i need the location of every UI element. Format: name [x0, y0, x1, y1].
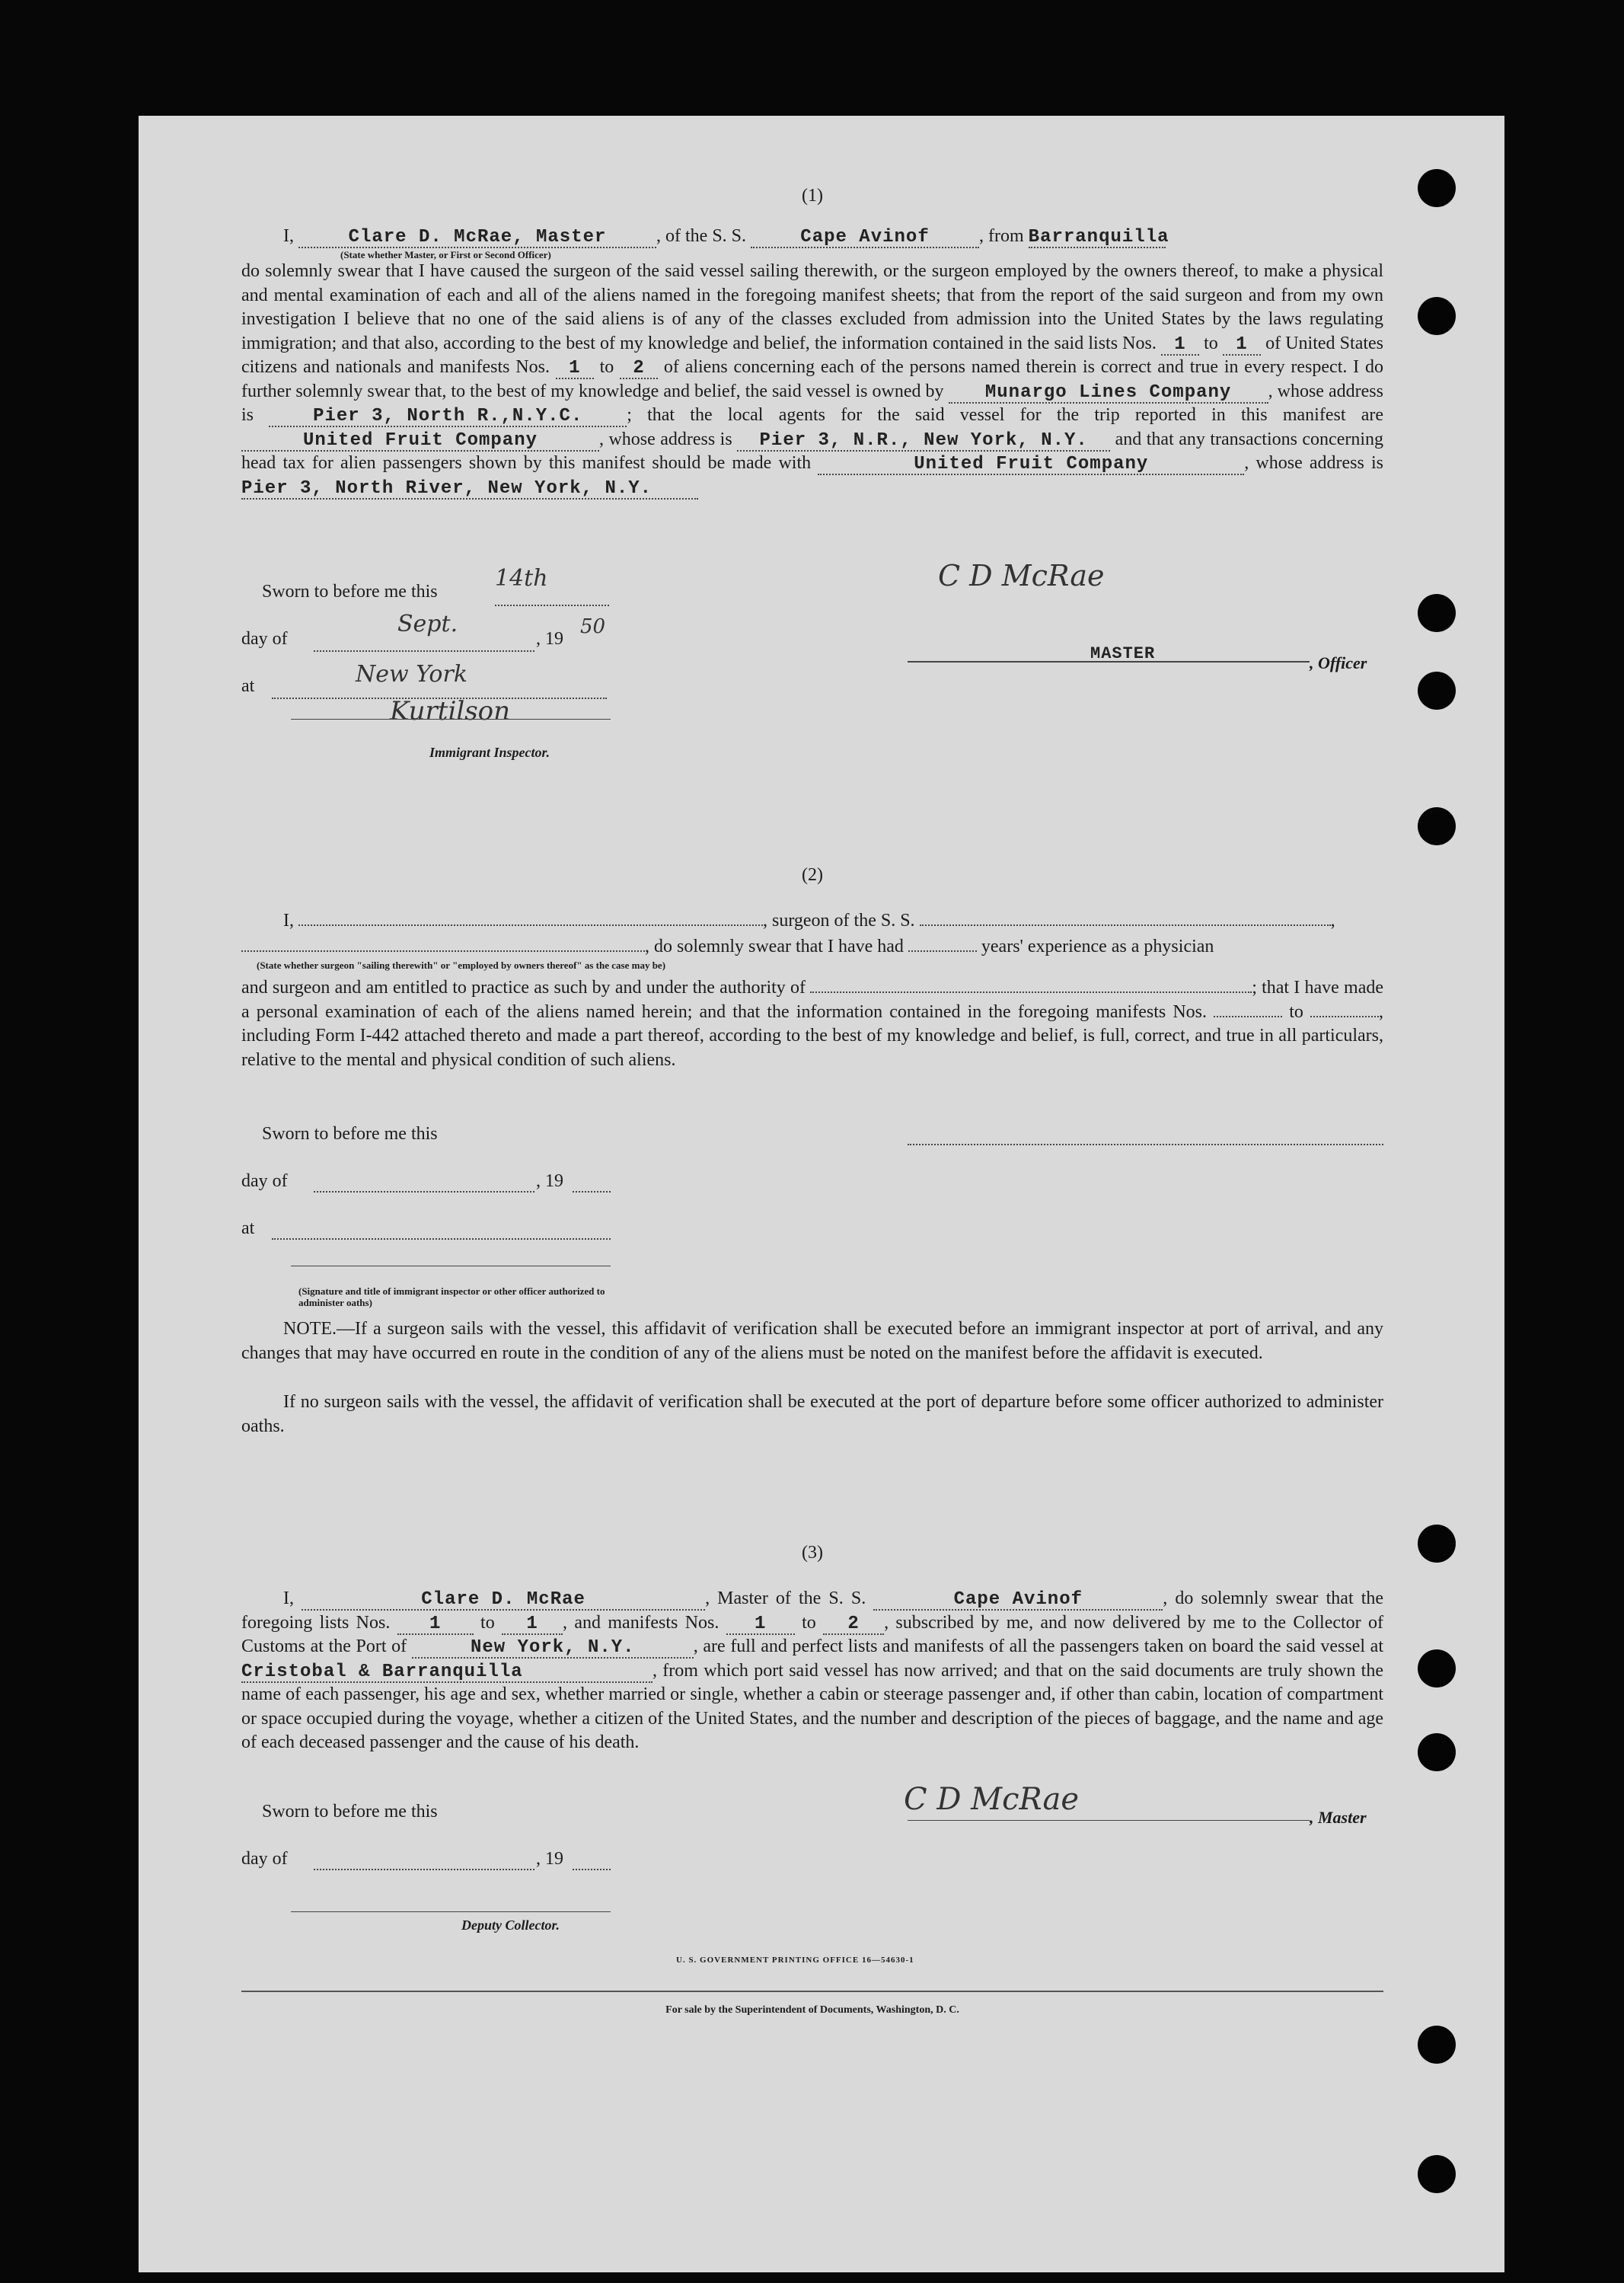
officer-signature: C D McRae: [938, 559, 1105, 592]
document-page: [139, 116, 1504, 2272]
manifests-to-3: 2: [823, 1615, 884, 1635]
collector-line: [291, 1910, 611, 1912]
master-signature: C D McRae: [904, 1782, 1080, 1817]
printer-line: U. S. GOVERNMENT PRINTING OFFICE 16—54630-1: [676, 1956, 914, 1965]
at-place-handwritten: New York: [356, 661, 467, 688]
vessel-owner: Munargo Lines Company: [949, 384, 1268, 404]
years-field: [908, 950, 977, 952]
section-2-line-2: , do solemnly swear that I have had years' experience as a physician: [241, 937, 1383, 959]
binder-hole: [1418, 1733, 1456, 1771]
binder-hole: [1418, 2026, 1456, 2064]
at-line-2: [272, 1221, 611, 1240]
year-label-1: , 19: [536, 629, 563, 649]
section-2-number: (2): [802, 865, 823, 885]
note-paragraph-2: If no surgeon sails with the vessel, the affidavit of verification shall be executed at the port of departure before some officer authorized to administer oaths.: [241, 1392, 1383, 1436]
binder-hole: [1418, 594, 1456, 632]
oath-officer-caption: (Signature and title of immigrant inspector or other officer authorized to administer oaths): [298, 1285, 605, 1308]
inspector-line: [291, 719, 611, 720]
oath-officer-line: [291, 1264, 611, 1266]
sworn-line-2: Sworn to before me this: [262, 1124, 438, 1144]
surgeon-name-field: [298, 924, 763, 926]
headtax-party: United Fruit Company: [818, 455, 1244, 475]
arrival-port: New York, N.Y.: [412, 1639, 694, 1659]
surgeon-caption: (State whether surgeon "sailing therewith" or "employed by owners thereof" as the case may be): [257, 959, 666, 971]
lists-from-3: 1: [397, 1615, 474, 1635]
master-sig-line: [908, 1818, 1310, 1821]
manifest-to-field: [1310, 1016, 1379, 1017]
section-2-line-1: I, , surgeon of the S. S. ,: [283, 911, 1335, 931]
master-caption: , Master: [1310, 1808, 1367, 1827]
section-3: [241, 1587, 1383, 1755]
lists-to: 1: [1223, 336, 1261, 356]
inspector-signature: Kurtilson: [390, 696, 511, 726]
at-label-1: at: [241, 676, 255, 696]
of-ss-label: , of the S. S.: [656, 226, 747, 246]
local-agents: United Fruit Company: [241, 432, 599, 452]
footer-rule: [241, 1991, 1383, 1992]
section-2: [241, 911, 1383, 1072]
section-1-number: (1): [802, 186, 823, 206]
surgeon-signature-line: [908, 1129, 1383, 1145]
headtax-address: Pier 3, North River, New York, N.Y.: [241, 480, 698, 500]
day-of-1: day of: [241, 629, 288, 649]
month-handwritten: Sept.: [397, 611, 458, 637]
ports-taken: Cristobal & Barranquilla: [241, 1663, 652, 1683]
year-handwritten: 50: [580, 615, 606, 638]
day-of-3: day of: [241, 1849, 288, 1869]
day-line-3: [314, 1852, 534, 1870]
from-label: , from: [979, 226, 1024, 246]
section-3-number: (3): [802, 1543, 823, 1563]
section-3-body: I, Clare D. McRae , Master of the S. S. Cape Avinof , do solemnly swear that the foregoing lists Nos. 1 to 1 , and manifests Nos. 1 to 2 , subscribed by me, and now delivered by me to the Collector of Customs at the Port of New York, N.Y. , are full and perfect lists and manifests of all the passengers taken on board the said vessel at Cristobal & Barranquilla , from which port said vessel has now arrived; and that on the said documents are truly shown the name of each passenger, his age and sex, whether married or single, whether a cabin or steerage passenger and, if other than cabin, location of compartment or space occupied during the voyage, whether a citizen of the United States, and the number and description of the pieces of baggage, and the name and age of each deceased passenger and the cause of his death.: [241, 1589, 1384, 1752]
binder-hole: [1418, 2155, 1456, 2193]
binder-hole: [1418, 807, 1456, 845]
year-line-2: [573, 1174, 611, 1193]
binder-hole: [1418, 1525, 1456, 1563]
inspector-caption: Immigrant Inspector.: [429, 745, 550, 760]
manifests-from: 1: [556, 359, 594, 379]
section-1-body: do solemnly swear that I have caused the surgeon of the said vessel sailing therewith, or the surgeon employed by the owners thereof, to make a physical and mental examination of each and all of the aliens named in the foregoing manifest sheets; that from the report of the said surgeon and from my own investigation I believe that no one of the said aliens is of any of the classes excluded from admission into the United States by the laws regulating immigration; and that also, according to the best of my knowledge and belief, the information contained in the said lists Nos. 1 to 1 of United States citizens and nationals and manifests Nos. 1 to 2 of aliens concerning each of the persons named therein is correct and true in every respect. I do further solemnly swear that, to the best of my knowledge and belief, the said vessel is owned by Munargo Lines Company , whose address is Pier 3, North R.,N.Y.C. ; that the local agents for the said vessel for the trip reported in this manifest are United Fruit Company , whose address is Pier 3, N.R., New York, N.Y. and that any transactions concerning head tax for alien passengers shown by this manifest should be made with United Fruit Company , whose address is Pier 3, North River, New York, N.Y.: [241, 261, 1384, 499]
manifests-to: 2: [620, 359, 658, 379]
sworn-line-1: Sworn to before me this: [262, 582, 438, 602]
year-label-2: , 19: [536, 1171, 563, 1191]
year-label-3: , 19: [536, 1849, 563, 1869]
officer-title: MASTER: [1090, 644, 1156, 663]
binder-hole: [1418, 1649, 1456, 1688]
authority-field: [810, 991, 1252, 993]
ship-name-3: Cape Avinof: [873, 1591, 1163, 1611]
day-of-2: day of: [241, 1171, 288, 1191]
day-line-2: [314, 1174, 534, 1193]
binder-hole: [1418, 169, 1456, 207]
lists-from: 1: [1161, 336, 1199, 356]
sworn-day-handwritten: 14th: [495, 565, 548, 592]
section-2-body: and surgeon and am entitled to practice as such by and under the authority of ; that I have made a personal examination of each of the aliens named herein; and that the information contained in the foregoing manifests Nos. to , including Form I-442 attached thereto and made a part thereof, according to the best of my knowledge and belief, is full, correct, and true in all particulars, relative to the mental and physical condition of such aliens.: [241, 978, 1383, 1070]
sale-line: For sale by the Superintendent of Documents, Washington, D. C.: [665, 2004, 959, 2016]
master-name-3: Clare D. McRae: [302, 1591, 705, 1611]
at-label-2: at: [241, 1218, 255, 1238]
binder-hole: [1418, 297, 1456, 335]
i-label: I,: [283, 226, 294, 246]
owner-address: Pier 3, North R.,N.Y.C.: [269, 407, 627, 427]
year-line-3: [573, 1852, 611, 1870]
departure-port: Barranquilla: [1028, 227, 1169, 247]
officer-caption: , Officer: [1310, 653, 1367, 672]
master-name: Clare D. McRae, Master: [298, 228, 656, 248]
sworn-line-3: Sworn to before me this: [262, 1802, 438, 1822]
note-paragraph: NOTE.—If a surgeon sails with the vessel, this affidavit of verification shall be executed before an immigrant inspector at port of arrival, and any changes that may have occurred en route in the condition of any of the aliens must be noted on the manifest before the affidavit is executed.: [241, 1319, 1383, 1363]
ship-name: Cape Avinof: [751, 228, 979, 248]
manifest-from-field: [1214, 1016, 1282, 1017]
surgeon-type-field: [241, 950, 645, 952]
section-1: [241, 226, 1383, 500]
binder-hole: [1418, 672, 1456, 710]
master-caption: (State whether Master, or First or Second Officer): [340, 249, 551, 260]
surgeon-ship-field: [920, 924, 1331, 926]
lists-to-3: 1: [502, 1615, 563, 1635]
manifests-from-3: 1: [726, 1615, 795, 1635]
agents-address: Pier 3, N.R., New York, N.Y.: [737, 432, 1110, 452]
collector-caption: Deputy Collector.: [461, 1917, 560, 1933]
